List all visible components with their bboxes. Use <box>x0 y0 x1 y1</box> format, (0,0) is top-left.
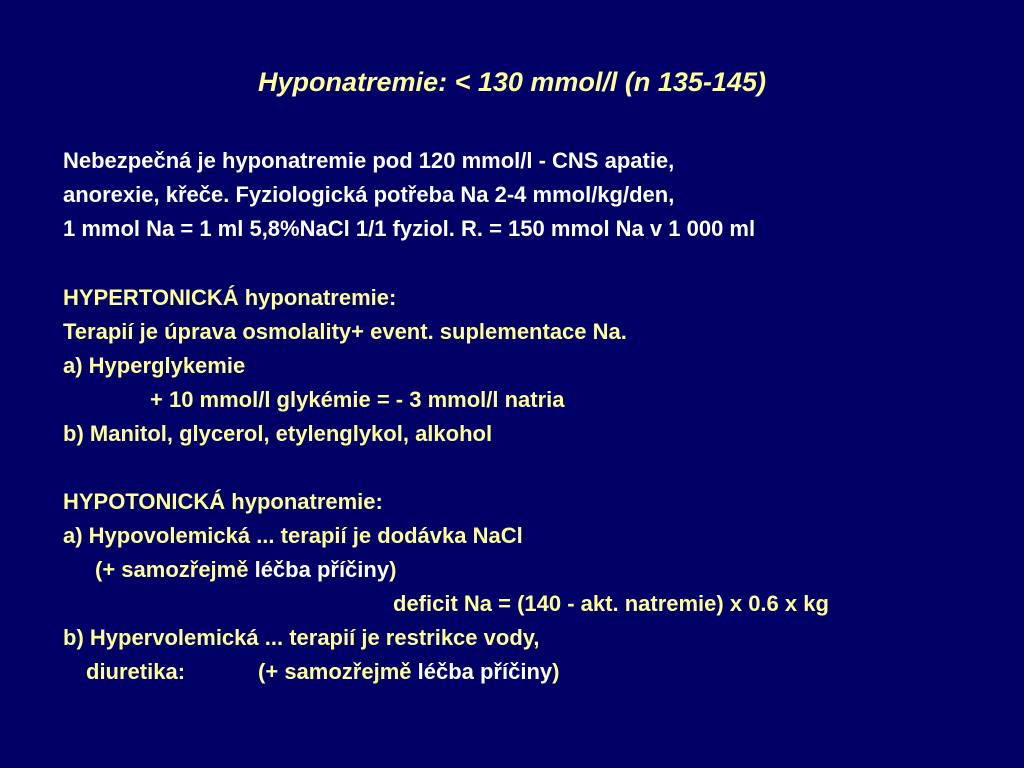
hypotonic-line-5-pre: (+ samozřejmě <box>258 659 418 684</box>
slide-title: Hyponatremie: < 130 mmol/l (n 135-145) <box>258 67 766 97</box>
hypertonic-heading: HYPERTONICKÁ hyponatremie: <box>63 285 397 310</box>
hypertonic-line-1: Terapií je úprava osmolality+ event. suplementace Na. <box>63 319 627 344</box>
hypotonic-line-2 <box>95 553 396 587</box>
intro-line-3: 1 mmol Na = 1 ml 5,8%NaCl 1/1 fyziol. R. = 150 mmol Na v 1 000 ml <box>63 216 756 241</box>
hypotonic-line-5-highlight: léčba příčiny <box>417 659 553 684</box>
hypertonic-line-3: + 10 mmol/l glykémie = - 3 mmol/l natria <box>150 387 565 412</box>
hypotonic-line-3: deficit Na = (140 - akt. natremie) x 0.6 x kg <box>393 591 829 616</box>
hypotonic-line-1: a) Hypovolemická ... terapií je dodávka NaCl <box>63 523 523 548</box>
hypotonic-line-4: b) Hypervolemická ... terapií je restrikce vody, <box>63 625 540 650</box>
hypertonic-line-4: b) Manitol, glycerol, etylenglykol, alkohol <box>63 421 493 446</box>
intro-line-2: anorexie, křeče. Fyziologická potřeba Na 2-4 mmol/kg/den, <box>63 182 675 207</box>
hypotonic-line-5-label: diuretika: <box>86 659 186 684</box>
hypotonic-line-5 <box>86 655 559 689</box>
hypotonic-line-2-post: ) <box>389 557 397 582</box>
hypotonic-line-5-post: ) <box>552 659 560 684</box>
intro-line-1: Nebezpečná je hyponatremie pod 120 mmol/l - CNS apatie, <box>63 148 675 173</box>
hypotonic-line-2-pre: (+ samozřejmě <box>95 557 255 582</box>
hypotonic-heading: HYPOTONICKÁ hyponatremie: <box>63 489 383 514</box>
hypertonic-line-2: a) Hyperglykemie <box>63 353 246 378</box>
hypotonic-line-2-highlight: léčba příčiny <box>254 557 390 582</box>
